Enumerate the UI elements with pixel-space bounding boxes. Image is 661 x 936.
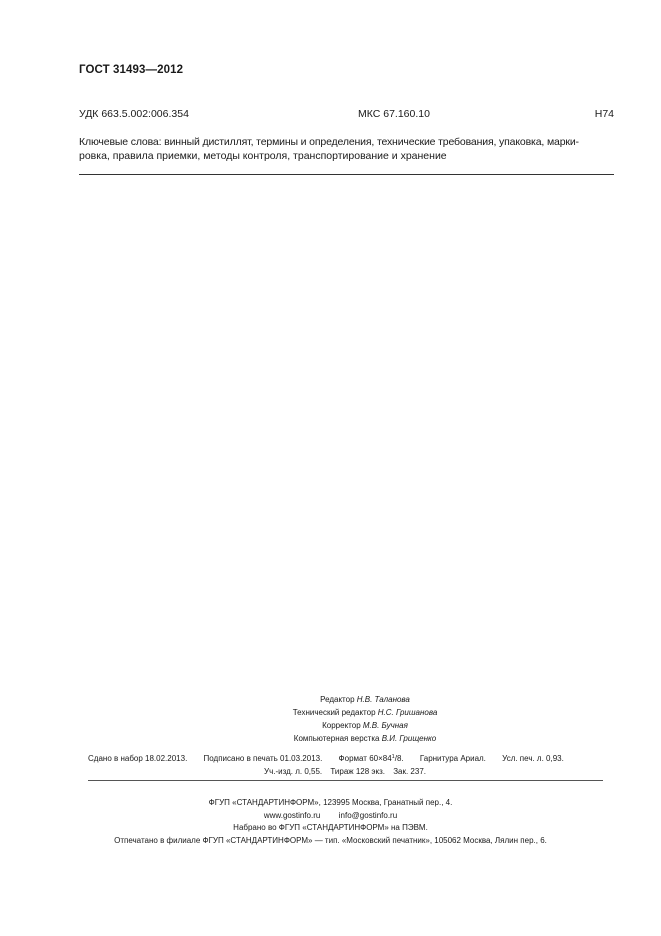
tech-editor-name: Н.С. Гришанова [377,708,438,717]
pub-sheets: Уч.-изд. л. 0,55. [264,766,323,776]
order-number: Зак. 237. [393,766,426,776]
tech-editor-label: Технический редактор [292,708,376,717]
keywords-block [79,135,614,163]
typeface: Гарнитура Ариал. [419,754,486,763]
document-title: ГОСТ 31493—2012 [79,64,184,76]
udk-code: УДК 663.5.002:006.354 [79,108,189,120]
keywords-line-2: ровка, правила приемки, методы контроля, транспортирование и хранение [79,150,447,162]
editor-label: Редактор [320,695,355,704]
circulation: Тираж 128 экз. [330,766,385,776]
print-sheets: Усл. печ. л. 0,93. [502,754,564,763]
imprint-divider [88,780,603,781]
layout-label: Компьютерная верстка [293,734,380,743]
corrector-label: Корректор [322,721,361,730]
editor-line [200,693,530,706]
tech-editor-line [200,706,530,719]
credits-block [200,693,530,745]
keywords-line-1: Ключевые слова: винный дистиллят, термины и определения, технические требования, упаковка, марки- [79,136,579,148]
imprint-block [88,751,608,778]
editor-name: Н.В. Таланова [356,695,410,704]
publisher-email[interactable]: info@gostinfo.ru [338,810,398,820]
group-code: Н74 [594,108,614,120]
paper-format [339,754,404,763]
publisher-website[interactable]: www.gostinfo.ru [263,810,321,820]
submitted-date: Сдано в набор 18.02.2013. [88,754,188,763]
typeset-note: Набрано во ФГУП «СТАНДАРТИНФОРМ» на ПЭВМ. [233,823,428,832]
keywords-divider [79,174,614,175]
format-sup: 1 [391,754,395,760]
publisher-address: ФГУП «СТАНДАРТИНФОРМ», 123995 Москва, Гранатный пер., 4. [208,798,453,807]
layout-line [200,732,530,745]
signed-date: Подписано в печать 01.03.2013. [203,754,323,763]
printed-note: Отпечатано в филиале ФГУП «СТАНДАРТИНФОРМ» — тип. «Московский печатник», 105062 Москва, Лялин пер., 6. [114,835,547,845]
format-prefix: Формат 60×84 [338,754,392,763]
imprint-line-2 [88,766,608,779]
corrector-name: М.В. Бучная [362,721,408,730]
layout-name: В.И. Грищенко [381,734,437,743]
corrector-line [200,719,530,732]
publisher-block [60,797,601,847]
mks-code: МКС 67.160.10 [358,108,430,120]
publisher-contacts [60,810,601,823]
format-sub: /8. [394,754,404,763]
imprint-line-1 [88,751,608,766]
